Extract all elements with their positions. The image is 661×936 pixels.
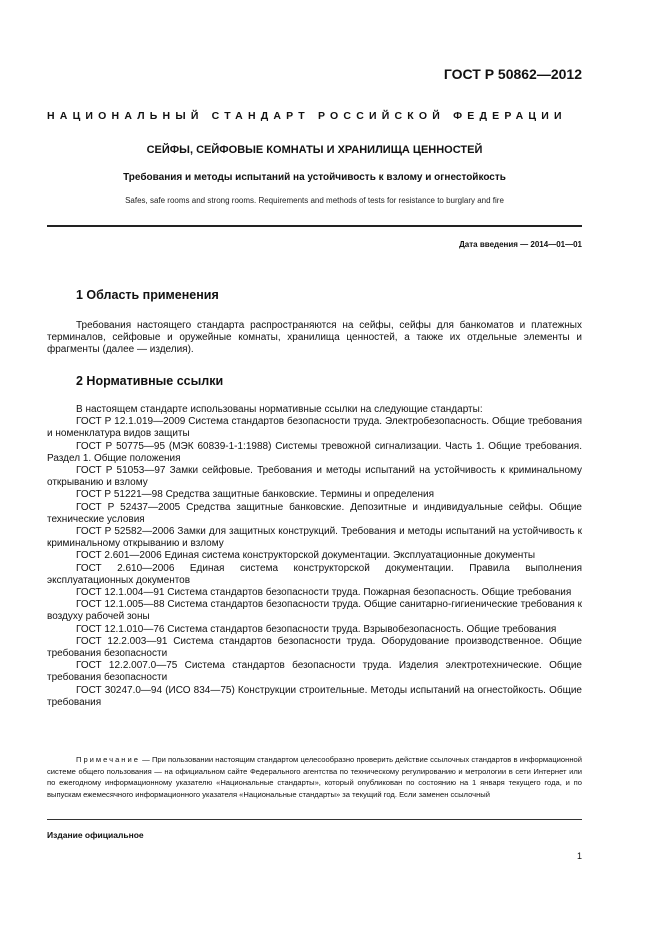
reference-item: ГОСТ Р 51221—98 Средства защитные банковские. Термины и определения: [76, 489, 434, 501]
section-2-heading: 2 Нормативные ссылки: [76, 374, 224, 388]
reference-item: ГОСТ Р 51053—97 Замки сейфовые. Требования и методы испытаний на устойчивость к криминальному открыванию и взлому: [47, 465, 582, 489]
references-intro: В настоящем стандарте использованы нормативные ссылки на следующие стандарты:: [76, 404, 483, 415]
title-divider: [47, 225, 582, 227]
reference-item: ГОСТ 2.610—2006 Единая система конструкторской документации. Правила выполнения эксплуатационных документов: [47, 562, 582, 586]
reference-item: ГОСТ Р 12.1.019—2009 Система стандартов безопасности труда. Электробезопасность. Общие требования и номенклатура видов защиты: [47, 416, 582, 440]
normative-references: [47, 404, 582, 709]
document-title: СЕЙФЫ, СЕЙФОВЫЕ КОМНАТЫ И ХРАНИЛИЩА ЦЕННОСТЕЙ: [146, 144, 483, 156]
reference-item: ГОСТ 12.2.003—91 Система стандартов безопасности труда. Оборудование производственное. Общие требования безопасности: [47, 635, 582, 660]
footer-divider: [47, 819, 582, 820]
reference-item: ГОСТ Р 52437—2005 Средства защитные банковские. Депозитные и индивидуальные сейфы. Общие технические условия: [47, 501, 582, 525]
reference-item: ГОСТ 12.1.010—76 Система стандартов безопасности труда. Взрывобезопасность. Общие требования: [76, 623, 557, 635]
reference-item: ГОСТ 12.2.007.0—75 Система стандартов безопасности труда. Изделия электротехнические. Общие требования безопасности: [47, 660, 582, 684]
english-title: Safes, safe rooms and strong rooms. Requirements and methods of tests for resistance to burglary and fire: [125, 196, 504, 205]
reference-item: ГОСТ Р 52582—2006 Замки для защитных конструкций. Требования и методы испытаний на устойчивость к криминальному открыванию и взлому: [47, 526, 582, 550]
document-number: ГОСТ Р 50862—2012: [443, 66, 582, 82]
section-1-heading: 1 Область применения: [76, 288, 219, 302]
note-text: — При пользовании настоящим стандартом целесообразно проверить действие ссылочных стандартов в информационной системе общего пользования — на официальном сайте Федерального агентства по техническому регулированию и метрологии в сети Интернет или по ежегодному информационному указателю «Национальные стандарты», который опубликован по состоянию на 1 января текущего года, и по выпускам ежемесячного информационного указателя «Национальные стандарты» за текущий год. Если заменен ссылочный: [47, 755, 582, 800]
national-standard-line: НАЦИОНАЛЬНЫЙ СТАНДАРТ РОССИЙСКОЙ ФЕДЕРАЦИИ: [47, 110, 567, 122]
page-number: 1: [576, 851, 582, 861]
reference-item: ГОСТ 12.1.004—91 Система стандартов безопасности труда. Пожарная безопасность. Общие требования: [76, 587, 572, 599]
introduction-date: Дата введения — 2014—01—01: [459, 240, 582, 249]
reference-item: ГОСТ 2.601—2006 Единая система конструкторской документации. Эксплуатационные документы: [76, 550, 536, 562]
reference-item: ГОСТ 12.1.005—88 Система стандартов безопасности труда. Общие санитарно-гигиенические требования к воздуху рабочей зоны: [47, 599, 582, 623]
reference-item: ГОСТ 30247.0—94 (ИСО 834—75) Конструкции строительные. Методы испытаний на огнестойкость. Общие требования: [47, 684, 582, 708]
official-edition-label: Издание официальное: [47, 830, 144, 840]
reference-item: ГОСТ Р 50775—95 (МЭК 60839-1-1:1988) Системы тревожной сигнализации. Часть 1. Общие требования. Раздел 1. Общие положения: [47, 440, 582, 464]
document-subtitle: Требования и методы испытаний на устойчивость к взлому и огнестойкость: [123, 172, 506, 183]
section-1-text: Требования настоящего стандарта распространяются на сейфы, сейфы для банкоматов и платежных терминалов, сейфовые и оружейные комнаты, хранилища ценностей, а также их отдельные элементы и фрагменты (далее — изделия).: [47, 320, 582, 356]
note-label: Примечание: [76, 755, 140, 764]
footnote-note: [47, 754, 582, 801]
